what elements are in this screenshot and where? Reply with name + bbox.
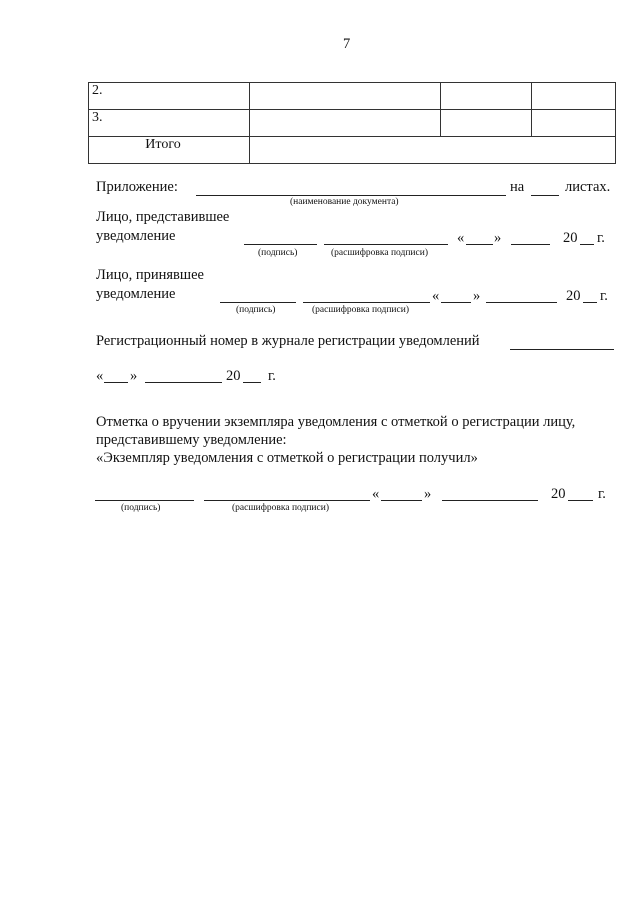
delivery-year-line[interactable] xyxy=(568,500,593,501)
delivery-month-line[interactable] xyxy=(442,500,538,501)
receiver-year-line[interactable] xyxy=(583,302,597,303)
receiver-signature-caption: (подпись) xyxy=(236,305,276,315)
delivery-decode-caption: (расшифровка подписи) xyxy=(232,503,329,513)
receiver-day-line[interactable] xyxy=(441,302,471,303)
appendix-label: Приложение: xyxy=(96,179,178,195)
receiver-year-suffix: г. xyxy=(600,288,608,304)
registration-year-prefix: 20 xyxy=(226,368,241,384)
registration-year-suffix: г. xyxy=(268,368,276,384)
receiver-signature-line[interactable] xyxy=(220,302,296,303)
table-cell xyxy=(250,110,441,137)
appendix-sheets-line[interactable] xyxy=(531,195,559,196)
appendix-sheets-label: листах. xyxy=(565,179,611,195)
table-cell xyxy=(441,83,532,110)
delivery-year-suffix: г. xyxy=(598,486,606,502)
appendix-na: на xyxy=(510,179,525,195)
table-cell xyxy=(250,137,616,164)
table-row xyxy=(89,110,616,137)
submitter-open-quote: « xyxy=(457,230,465,246)
submitter-decode-line[interactable] xyxy=(324,244,448,245)
submitter-signature-line[interactable] xyxy=(244,244,317,245)
submitter-signature-caption: (подпись) xyxy=(258,248,298,258)
delivery-open-quote: « xyxy=(372,486,380,502)
table-cell xyxy=(441,110,532,137)
submitter-year-line[interactable] xyxy=(580,244,594,245)
receiver-close-quote: » xyxy=(473,288,481,304)
delivery-close-quote: » xyxy=(424,486,432,502)
registration-month-line[interactable] xyxy=(145,382,222,383)
page-number: 7 xyxy=(343,36,351,52)
registration-day-line[interactable] xyxy=(104,382,128,383)
delivery-signature-caption: (подпись) xyxy=(121,503,161,513)
submitter-close-quote: » xyxy=(494,230,502,246)
registration-number-line[interactable] xyxy=(510,349,614,350)
receiver-year-prefix: 20 xyxy=(566,288,581,304)
delivery-day-line[interactable] xyxy=(381,500,422,501)
table-cell xyxy=(532,110,616,137)
delivery-signature-line[interactable] xyxy=(95,500,194,501)
registration-year-line[interactable] xyxy=(243,382,261,383)
registration-close-quote: » xyxy=(130,368,138,384)
row-number: 2. xyxy=(89,83,250,110)
submitter-year-suffix: г. xyxy=(597,230,605,246)
row-number: 3. xyxy=(89,110,250,137)
table-cell xyxy=(532,83,616,110)
delivery-year-prefix: 20 xyxy=(551,486,566,502)
submitter-year-prefix: 20 xyxy=(563,230,578,246)
submitter-label-line2: уведомление xyxy=(96,228,176,244)
registration-open-quote: « xyxy=(96,368,104,384)
receiver-decode-line[interactable] xyxy=(303,302,430,303)
delivery-decode-line[interactable] xyxy=(204,500,370,501)
submitter-day-line[interactable] xyxy=(466,244,493,245)
items-table xyxy=(88,82,616,164)
table-cell xyxy=(250,83,441,110)
table-row xyxy=(89,83,616,110)
submitter-month-line[interactable] xyxy=(511,244,550,245)
appendix-document-line[interactable] xyxy=(196,195,506,196)
registration-label: Регистрационный номер в журнале регистрации уведомлений xyxy=(96,333,480,349)
receiver-decode-caption: (расшифровка подписи) xyxy=(312,305,409,315)
delivery-text-line1: Отметка о вручении экземпляра уведомления с отметкой о регистрации лицу, xyxy=(96,414,576,430)
submitter-label-line1: Лицо, представившее xyxy=(96,209,230,225)
delivery-text-line3: «Экземпляр уведомления с отметкой о регистрации получил» xyxy=(96,450,478,466)
appendix-caption: (наименование документа) xyxy=(290,197,399,207)
receiver-label-line1: Лицо, принявшее xyxy=(96,267,204,283)
table-row-total xyxy=(89,137,616,164)
total-label: Итого xyxy=(89,137,250,164)
receiver-open-quote: « xyxy=(432,288,440,304)
receiver-label-line2: уведомление xyxy=(96,286,176,302)
receiver-month-line[interactable] xyxy=(486,302,557,303)
submitter-decode-caption: (расшифровка подписи) xyxy=(331,248,428,258)
delivery-text-line2: представившему уведомление: xyxy=(96,432,287,448)
